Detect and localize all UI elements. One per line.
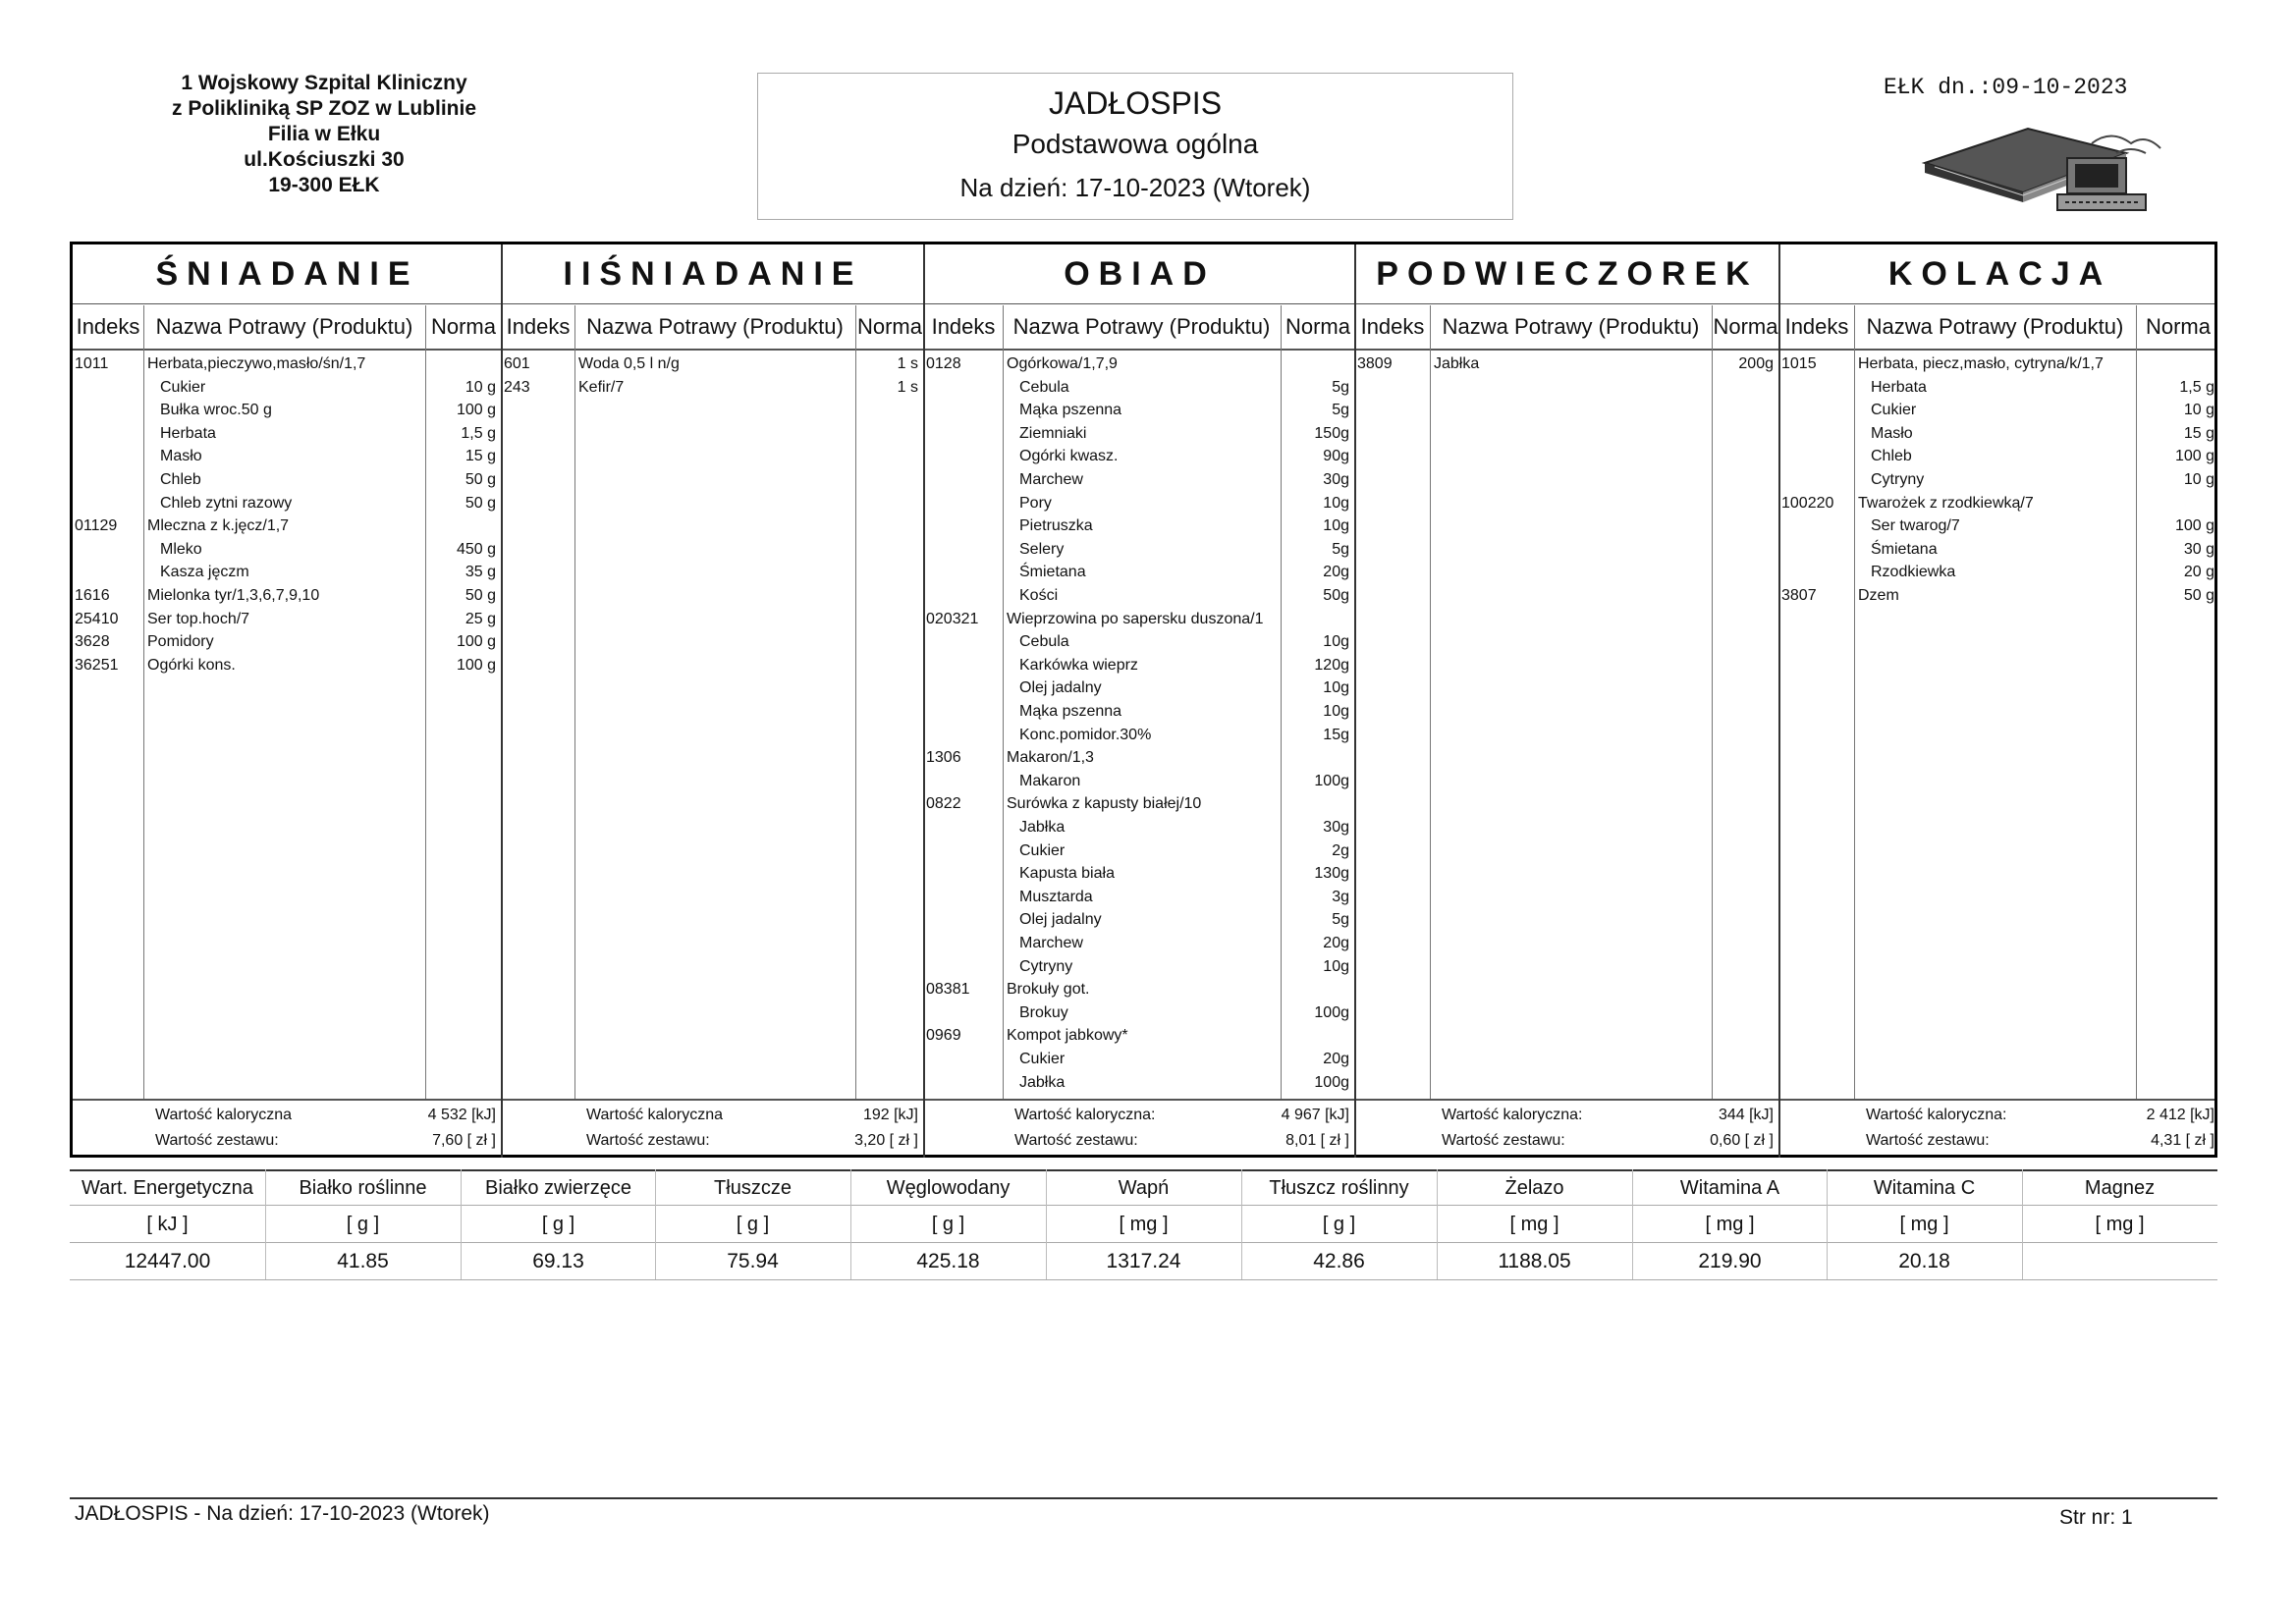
meal-separator [923, 244, 925, 1158]
item-norma: 10g [1323, 957, 1349, 975]
item-name: Selery [1019, 540, 1065, 558]
item-norma: 50 g [465, 494, 496, 512]
item-index: 01129 [75, 517, 118, 535]
cost-label: Wartość zestawu: [155, 1132, 279, 1149]
item-index: 36251 [75, 656, 119, 674]
column-divider [1003, 305, 1004, 1099]
column-norma: Norma [856, 314, 922, 339]
item-norma: 130g [1314, 865, 1349, 883]
cost-label: Wartość zestawu: [586, 1132, 710, 1149]
item-name: Brokuy [1019, 1003, 1068, 1021]
hospital-line: 19-300 EŁK [268, 174, 380, 196]
item-name: Masło [160, 448, 202, 465]
nutrient-value: 425.18 [916, 1250, 980, 1272]
nutrient-label: Wapń [1118, 1176, 1170, 1199]
calorie-value: 192 [kJ] [862, 1107, 918, 1123]
item-name: Jabłka [1019, 819, 1066, 836]
item-name: Musztarda [1019, 888, 1093, 905]
item-name: Kasza jęczm [160, 564, 249, 581]
column-name: Nazwa Potrawy (Produktu) [1442, 314, 1700, 339]
item-norma: 30g [1323, 471, 1349, 488]
document-title: JADŁOSPIS [1048, 85, 1223, 121]
nutrient-unit: [ g ] [931, 1213, 965, 1235]
item-norma: 20 g [2183, 564, 2214, 581]
nutrient-value: 219.90 [1698, 1250, 1762, 1272]
item-name: Surówka z kapusty białej/10 [1007, 795, 1202, 813]
meal-title: PODWIECZOREK [1376, 254, 1759, 293]
item-index: 243 [504, 378, 530, 396]
footer-text: JADŁOSPIS - Na dzień: 17-10-2023 (Wtorek) [75, 1502, 490, 1525]
nutrient-unit: [ mg ] [2095, 1213, 2145, 1235]
nutrition-rule [70, 1242, 2217, 1243]
item-name: Śmietana [1871, 540, 1938, 558]
item-norma: 10g [1323, 517, 1349, 535]
nutrient-label: Tłuszcze [714, 1176, 792, 1199]
column-norma: Norma [1285, 314, 1350, 339]
item-name: Dzem [1858, 587, 1899, 604]
item-norma: 90g [1323, 448, 1349, 465]
hospital-line: z Polikliniką SP ZOZ w Lublinie [172, 97, 476, 120]
meal-title: ŚNIADANIE [155, 254, 419, 293]
column-name: Nazwa Potrawy (Produktu) [586, 314, 844, 339]
item-name: Makaron [1019, 772, 1081, 789]
item-name: Chleb [1871, 448, 1912, 465]
item-norma: 1 s [897, 378, 918, 396]
menu-table [70, 242, 2217, 1158]
column-norma: Norma [2145, 314, 2211, 339]
item-index: 3809 [1357, 355, 1393, 372]
item-norma: 100 g [2174, 517, 2214, 535]
menu-date: Na dzień: 17-10-2023 (Wtorek) [959, 173, 1311, 202]
item-norma: 120g [1314, 656, 1349, 674]
item-name: Rzodkiewka [1871, 564, 1956, 581]
item-norma: 100g [1314, 772, 1349, 789]
item-norma: 100 g [456, 656, 496, 674]
item-norma: 5g [1332, 540, 1349, 558]
item-norma: 10 g [2183, 471, 2214, 488]
item-norma: 50 g [2183, 587, 2214, 604]
calorie-value: 4 967 [kJ] [1281, 1107, 1349, 1123]
nutrient-label: Białko roślinne [299, 1176, 427, 1199]
hospital-address [128, 71, 520, 198]
item-name: Kompot jabkowy* [1007, 1027, 1128, 1045]
item-name: Olej jadalny [1019, 679, 1102, 697]
nutrient-label: Tłuszcz roślinny [1269, 1176, 1409, 1199]
item-norma: 10g [1323, 633, 1349, 651]
item-name: Ziemniaki [1019, 424, 1087, 442]
item-name: Cukier [1019, 841, 1066, 859]
calorie-value: 344 [kJ] [1718, 1107, 1774, 1123]
item-name: Mąka pszenna [1019, 402, 1122, 419]
item-norma: 10 g [2183, 402, 2214, 419]
item-norma: 100g [1314, 1073, 1349, 1091]
item-index: 0969 [926, 1027, 961, 1045]
item-norma: 50 g [465, 471, 496, 488]
item-name: Masło [1871, 424, 1913, 442]
item-name: Jabłka [1019, 1073, 1066, 1091]
item-index: 0128 [926, 355, 961, 372]
meal-title: KOLACJA [1887, 254, 2112, 293]
nutrient-unit: [ mg ] [1509, 1213, 1559, 1235]
nutrient-label: Wart. Energetyczna [82, 1176, 253, 1199]
item-index: 601 [504, 355, 530, 372]
city-date: EŁK dn.:09-10-2023 [1884, 75, 2128, 100]
book-computer-icon [1920, 124, 2175, 222]
nutrient-value: 1188.05 [1498, 1250, 1571, 1272]
item-name: Cukier [1019, 1051, 1066, 1067]
calorie-value: 2 412 [kJ] [2146, 1107, 2214, 1123]
item-name: Chleb zytni razowy [160, 494, 293, 512]
page-number: Str nr: 1 [2059, 1506, 2133, 1529]
item-norma: 100 g [456, 633, 496, 651]
calorie-label: Wartość kaloryczna: [1866, 1107, 2007, 1123]
item-index: 0822 [926, 795, 961, 813]
nutrient-unit: [ mg ] [1705, 1213, 1755, 1235]
diet-type: Podstawowa ogólna [1011, 129, 1259, 159]
title-box [757, 73, 1513, 220]
nutrition-table [70, 1169, 2217, 1279]
item-norma: 30 g [2183, 540, 2214, 558]
item-norma: 1 s [897, 355, 918, 372]
item-norma: 20g [1323, 564, 1349, 581]
column-name: Nazwa Potrawy (Produktu) [1012, 314, 1271, 339]
column-index: Indeks [506, 314, 571, 339]
item-name: Kefir/7 [578, 378, 625, 396]
item-index: 08381 [926, 981, 970, 999]
item-name: Mleczna z k.jęcz/1,7 [147, 517, 290, 535]
item-norma: 15 g [2183, 424, 2214, 442]
cost-label: Wartość zestawu: [1014, 1132, 1138, 1149]
column-divider [1712, 305, 1713, 1099]
item-name: Mielonka tyr/1,3,6,7,9,10 [147, 587, 320, 604]
item-norma: 200g [1738, 355, 1774, 372]
item-name: Herbata, piecz,masło, cytryna/k/1,7 [1858, 355, 2104, 372]
calorie-label: Wartość kaloryczna: [1442, 1107, 1583, 1123]
column-index: Indeks [1784, 314, 1849, 339]
cost-value: 8,01 [ zł ] [1285, 1132, 1349, 1149]
calorie-value: 4 532 [kJ] [427, 1107, 496, 1123]
item-norma: 30g [1323, 819, 1349, 836]
item-name: Kapusta biała [1019, 865, 1115, 883]
column-header-rule [73, 349, 2214, 351]
item-name: Ogórki kwasz. [1019, 448, 1119, 465]
item-norma: 1,5 g [2179, 378, 2214, 396]
meal-header-rule [73, 303, 2214, 304]
nutrient-unit: [ mg ] [1899, 1213, 1949, 1235]
column-divider [1430, 305, 1431, 1099]
item-norma: 50 g [465, 587, 496, 604]
calorie-label: Wartość kaloryczna: [1014, 1107, 1156, 1123]
nutrition-rule [70, 1205, 2217, 1206]
item-name: Ser top.hoch/7 [147, 610, 250, 627]
item-name: Cebula [1019, 633, 1069, 651]
nutrient-unit: [ g ] [346, 1213, 380, 1235]
item-name: Cytryny [1019, 957, 1073, 975]
hospital-line: 1 Wojskowy Szpital Kliniczny [181, 72, 467, 94]
item-norma: 10 g [465, 378, 496, 396]
item-name: Woda 0,5 l n/g [578, 355, 680, 372]
calorie-label: Wartość kaloryczna [155, 1107, 292, 1123]
item-norma: 5g [1332, 402, 1349, 419]
column-index: Indeks [76, 314, 140, 339]
nutrient-value [2022, 1244, 2217, 1279]
item-name: Marchew [1019, 935, 1083, 951]
item-norma: 15g [1323, 726, 1349, 743]
item-name: Cytryny [1871, 471, 1925, 488]
nutrition-rule [70, 1279, 2217, 1280]
item-name: Twarożek z rzodkiewką/7 [1858, 494, 2034, 512]
hospital-line: ul.Kościuszki 30 [244, 148, 405, 171]
item-name: Cebula [1019, 378, 1069, 396]
item-name: Olej jadalny [1019, 911, 1102, 929]
column-divider [143, 305, 144, 1099]
item-norma: 50g [1323, 587, 1349, 604]
item-index: 3628 [75, 633, 110, 651]
column-divider [574, 305, 575, 1099]
column-name: Nazwa Potrawy (Produktu) [155, 314, 413, 339]
item-norma: 5g [1332, 378, 1349, 396]
item-index: 1011 [75, 355, 109, 372]
item-index: 25410 [75, 610, 119, 627]
item-name: Ser twarog/7 [1871, 517, 1960, 535]
item-index: 020321 [926, 610, 979, 627]
footer-rule [70, 1497, 2217, 1499]
nutrient-unit: [ g ] [1322, 1213, 1356, 1235]
item-name: Pomidory [147, 633, 214, 651]
item-name: Pietruszka [1019, 517, 1093, 535]
meal-title: OBIAD [1064, 254, 1216, 293]
cost-value: 4,31 [ zł ] [2151, 1132, 2214, 1149]
item-name: Mąka pszenna [1019, 703, 1122, 720]
item-norma: 1,5 g [461, 424, 496, 442]
item-name: Ogórki kons. [147, 656, 236, 674]
meal-title: IIŚNIADANIE [563, 254, 863, 293]
item-norma: 150g [1314, 424, 1349, 442]
item-name: Bułka wroc.50 g [160, 402, 272, 419]
item-norma: 20g [1323, 935, 1349, 951]
nutrient-unit: [ kJ ] [146, 1213, 189, 1235]
nutrient-value: 1317.24 [1106, 1250, 1181, 1272]
cost-value: 0,60 [ zł ] [1710, 1132, 1774, 1149]
item-norma: 100 g [2174, 448, 2214, 465]
cost-label: Wartość zestawu: [1866, 1132, 1990, 1149]
item-norma: 10g [1323, 703, 1349, 720]
item-index: 1616 [75, 587, 110, 604]
nutrient-label: Magnez [2084, 1176, 2156, 1199]
item-norma: 10g [1323, 679, 1349, 697]
item-norma: 450 g [456, 540, 496, 558]
item-norma: 100 g [456, 402, 496, 419]
item-name: Makaron/1,3 [1007, 749, 1094, 767]
item-name: Brokuły got. [1007, 981, 1090, 999]
item-name: Pory [1019, 494, 1052, 512]
item-norma: 25 g [465, 610, 496, 627]
nutrient-unit: [ mg ] [1119, 1213, 1169, 1235]
item-index: 3807 [1781, 587, 1817, 604]
item-name: Herbata [160, 424, 216, 442]
nutrient-value: 41.85 [337, 1250, 389, 1272]
calorie-label: Wartość kaloryczna [586, 1107, 723, 1123]
item-name: Marchew [1019, 471, 1083, 488]
item-name: Jabłka [1434, 355, 1480, 372]
item-index: 100220 [1781, 494, 1834, 512]
cost-value: 3,20 [ zł ] [854, 1132, 918, 1149]
summary-rule [73, 1099, 2214, 1101]
item-name: Herbata,pieczywo,masło/śn/1,7 [147, 355, 366, 372]
column-index: Indeks [931, 314, 996, 339]
column-norma: Norma [430, 314, 496, 339]
hospital-line: Filia w Ełku [267, 123, 381, 145]
nutrient-value: 42.86 [1313, 1250, 1365, 1272]
item-name: Kości [1019, 587, 1059, 604]
column-norma: Norma [1713, 314, 1778, 339]
nutrient-unit: [ g ] [541, 1213, 575, 1235]
nutrient-value: 69.13 [532, 1250, 584, 1272]
item-name: Cukier [160, 378, 206, 396]
nutrient-unit: [ g ] [736, 1213, 770, 1235]
item-norma: 20g [1323, 1051, 1349, 1067]
nutrient-value: 20.18 [1898, 1250, 1950, 1272]
nutrient-value: 75.94 [727, 1250, 779, 1272]
item-name: Chleb [160, 471, 201, 488]
item-name: Śmietana [1019, 564, 1086, 581]
meal-separator [501, 244, 503, 1158]
nutrient-label: Żelazo [1504, 1176, 1564, 1199]
item-name: Wieprzowina po sapersku duszona/1 [1007, 610, 1264, 627]
item-index: 1015 [1781, 355, 1817, 372]
item-name: Karkówka wieprz [1019, 656, 1138, 674]
cost-label: Wartość zestawu: [1442, 1132, 1565, 1149]
nutrient-label: Białko zwierzęce [485, 1176, 631, 1199]
item-name: Ogórkowa/1,7,9 [1007, 355, 1118, 372]
cost-value: 7,60 [ zł ] [432, 1132, 496, 1149]
item-index: 1306 [926, 749, 961, 767]
column-index: Indeks [1360, 314, 1425, 339]
nutrient-label: Witamina A [1679, 1176, 1780, 1199]
item-norma: 5g [1332, 911, 1349, 929]
item-norma: 15 g [465, 448, 496, 465]
item-name: Herbata [1871, 378, 1927, 396]
column-name: Nazwa Potrawy (Produktu) [1866, 314, 2124, 339]
nutrient-label: Węglowodany [886, 1176, 1011, 1199]
meal-separator [1778, 244, 1780, 1158]
item-norma: 3g [1332, 888, 1349, 905]
item-norma: 10g [1323, 494, 1349, 512]
item-norma: 2g [1332, 841, 1349, 859]
column-divider [855, 305, 856, 1099]
meal-separator [1354, 244, 1356, 1158]
item-name: Konc.pomidor.30% [1019, 726, 1152, 743]
nutrient-value: 12447.00 [124, 1250, 211, 1272]
item-name: Mleko [160, 540, 202, 558]
item-norma: 100g [1314, 1003, 1349, 1021]
column-divider [1854, 305, 1855, 1099]
nutrient-label: Witamina C [1873, 1176, 1976, 1199]
item-name: Cukier [1871, 402, 1917, 419]
item-norma: 35 g [465, 564, 496, 581]
